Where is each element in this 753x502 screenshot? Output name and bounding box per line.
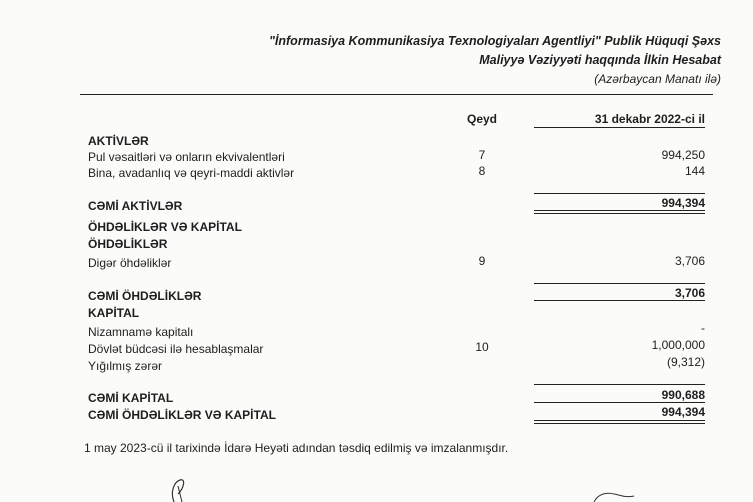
ppe-note: 8 [478,164,486,178]
note-column-header: Qeyd [466,112,497,126]
total-liabilities-equity-label: CƏMİ ÖHDƏLİKLƏR VƏ KAPİTAL [88,408,276,422]
budget-settlements-label: Dövlət büdcəsi ilə hesablaşmalar [88,342,264,356]
accumulated-deficit-amount: (9,312) [666,355,705,369]
period-column-header: 31 dekabr 2022-ci il [594,112,705,126]
total-assets-amount: 994,394 [661,196,705,210]
total-liabilities-label: CƏMİ ÖHDƏLİKLƏR [88,289,202,303]
cash-note: 7 [478,148,486,162]
assets-heading: AKTİVLƏR [88,134,149,148]
cash-amount: 994,250 [661,148,705,162]
total-double-rule [534,210,705,214]
signature-mark [590,488,650,502]
header-rule [80,94,713,95]
total-assets-label: CƏMİ AKTİVLƏR [88,199,183,213]
total-double-rule [534,420,705,424]
other-liabilities-note: 9 [478,254,486,268]
ppe-amount: 144 [684,164,705,178]
charter-capital-amount: - [701,321,705,335]
subtotal-rule [534,300,705,301]
accumulated-deficit-label: Yığılmış zərər [88,359,163,373]
budget-settlements-note: 10 [475,340,489,354]
approval-statement: 1 may 2023-cü il tarixində İdarə Heyəti adından təsdiq edilmiş və imzalanmışdır. [84,441,509,455]
statement-title: Maliyyə Vəziyyəti haqqında İlkin Hesabat [479,53,721,67]
liabilities-heading: ÖHDƏLİKLƏR [88,237,168,251]
signature-mark [160,474,230,502]
other-liabilities-label: Digər öhdəliklər [88,256,172,270]
subtotal-rule [534,402,705,403]
total-liabilities-amount: 3,706 [674,286,705,300]
ppe-label: Bina, avadanlıq və qeyri-maddi aktivlər [88,166,295,180]
equity-heading: KAPİTAL [88,306,140,320]
total-equity-amount: 990,688 [661,388,705,402]
subtotal-rule [534,384,705,385]
column-header-rule [534,127,705,128]
cash-label: Pul vəsaitləri və onların ekvivalentləri [88,150,285,164]
charter-capital-label: Nizamnamə kapitalı [88,325,194,339]
budget-settlements-amount: 1,000,000 [651,338,705,352]
subtotal-rule [534,283,705,284]
other-liabilities-amount: 3,706 [674,254,705,268]
liabilities-equity-heading: ÖHDƏLİKLƏR VƏ KAPİTAL [88,220,242,234]
total-equity-label: CƏMİ KAPİTAL [88,391,174,405]
entity-name: "İnformasiya Kommunikasiya Texnologiyaları Agentliyi" Publik Hüquqi Şəxs [268,34,721,48]
total-liabilities-equity-amount: 994,394 [661,405,705,419]
subtotal-rule [534,193,705,194]
currency-note: (Azərbaycan Manatı ilə) [594,72,721,86]
